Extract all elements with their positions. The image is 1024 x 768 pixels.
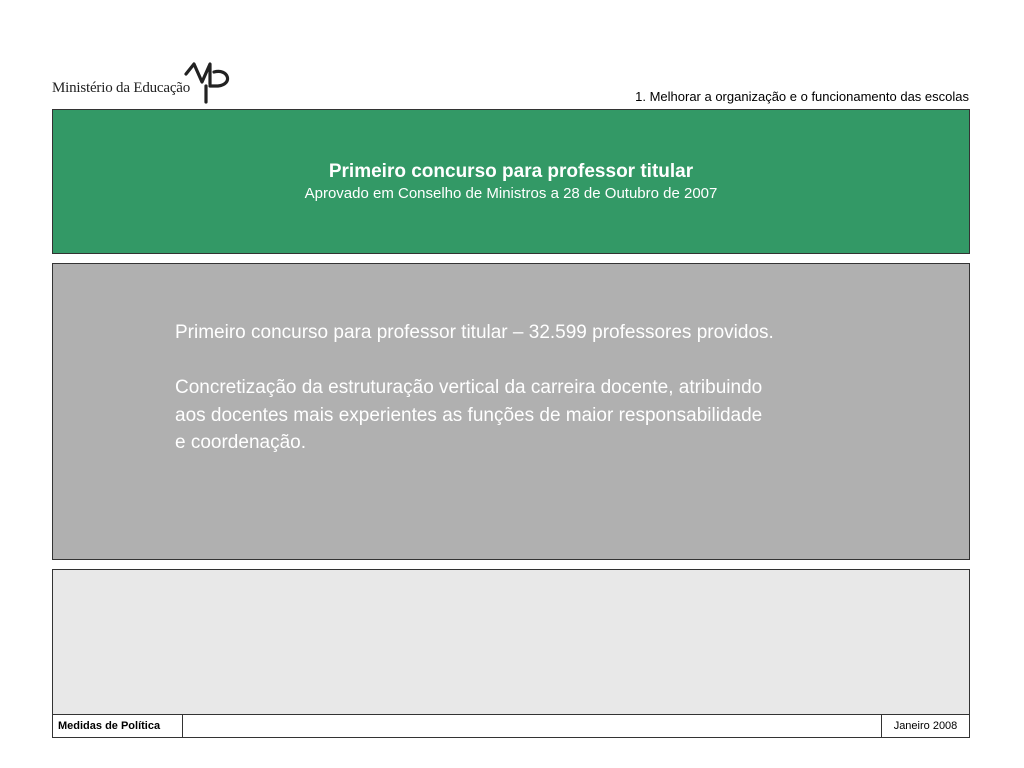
footer-date: Janeiro 2008 xyxy=(893,720,958,732)
content-paragraph-2-line-3: e coordenação. xyxy=(175,432,306,453)
footer-bar xyxy=(52,714,970,738)
title-banner xyxy=(52,109,970,254)
logo-text: Ministério da Educação xyxy=(52,80,191,96)
footer-category: Medidas de Política xyxy=(53,715,183,737)
me-logo-icon xyxy=(180,60,236,106)
content-panel xyxy=(52,263,970,560)
ministry-logo xyxy=(52,60,242,106)
section-title: 1. Melhorar a organização e o funcionamento das escolas xyxy=(635,89,969,104)
footer-middle xyxy=(183,715,882,737)
content-text xyxy=(175,319,905,457)
content-paragraph-1: Primeiro concurso para professor titular – 32.599 professores providos. xyxy=(175,322,774,343)
slide-subtitle: Aprovado em Conselho de Ministros a 28 de Outubro de 2007 xyxy=(304,185,718,202)
notes-panel xyxy=(52,569,970,715)
content-paragraph-2-line-2: aos docentes mais experientes as funções de maior responsabilidade xyxy=(175,404,763,426)
content-paragraph-2-line-1: Concretização da estruturação vertical da carreira docente, atribuindo xyxy=(175,377,763,398)
slide-title: Primeiro concurso para professor titular xyxy=(328,161,694,182)
